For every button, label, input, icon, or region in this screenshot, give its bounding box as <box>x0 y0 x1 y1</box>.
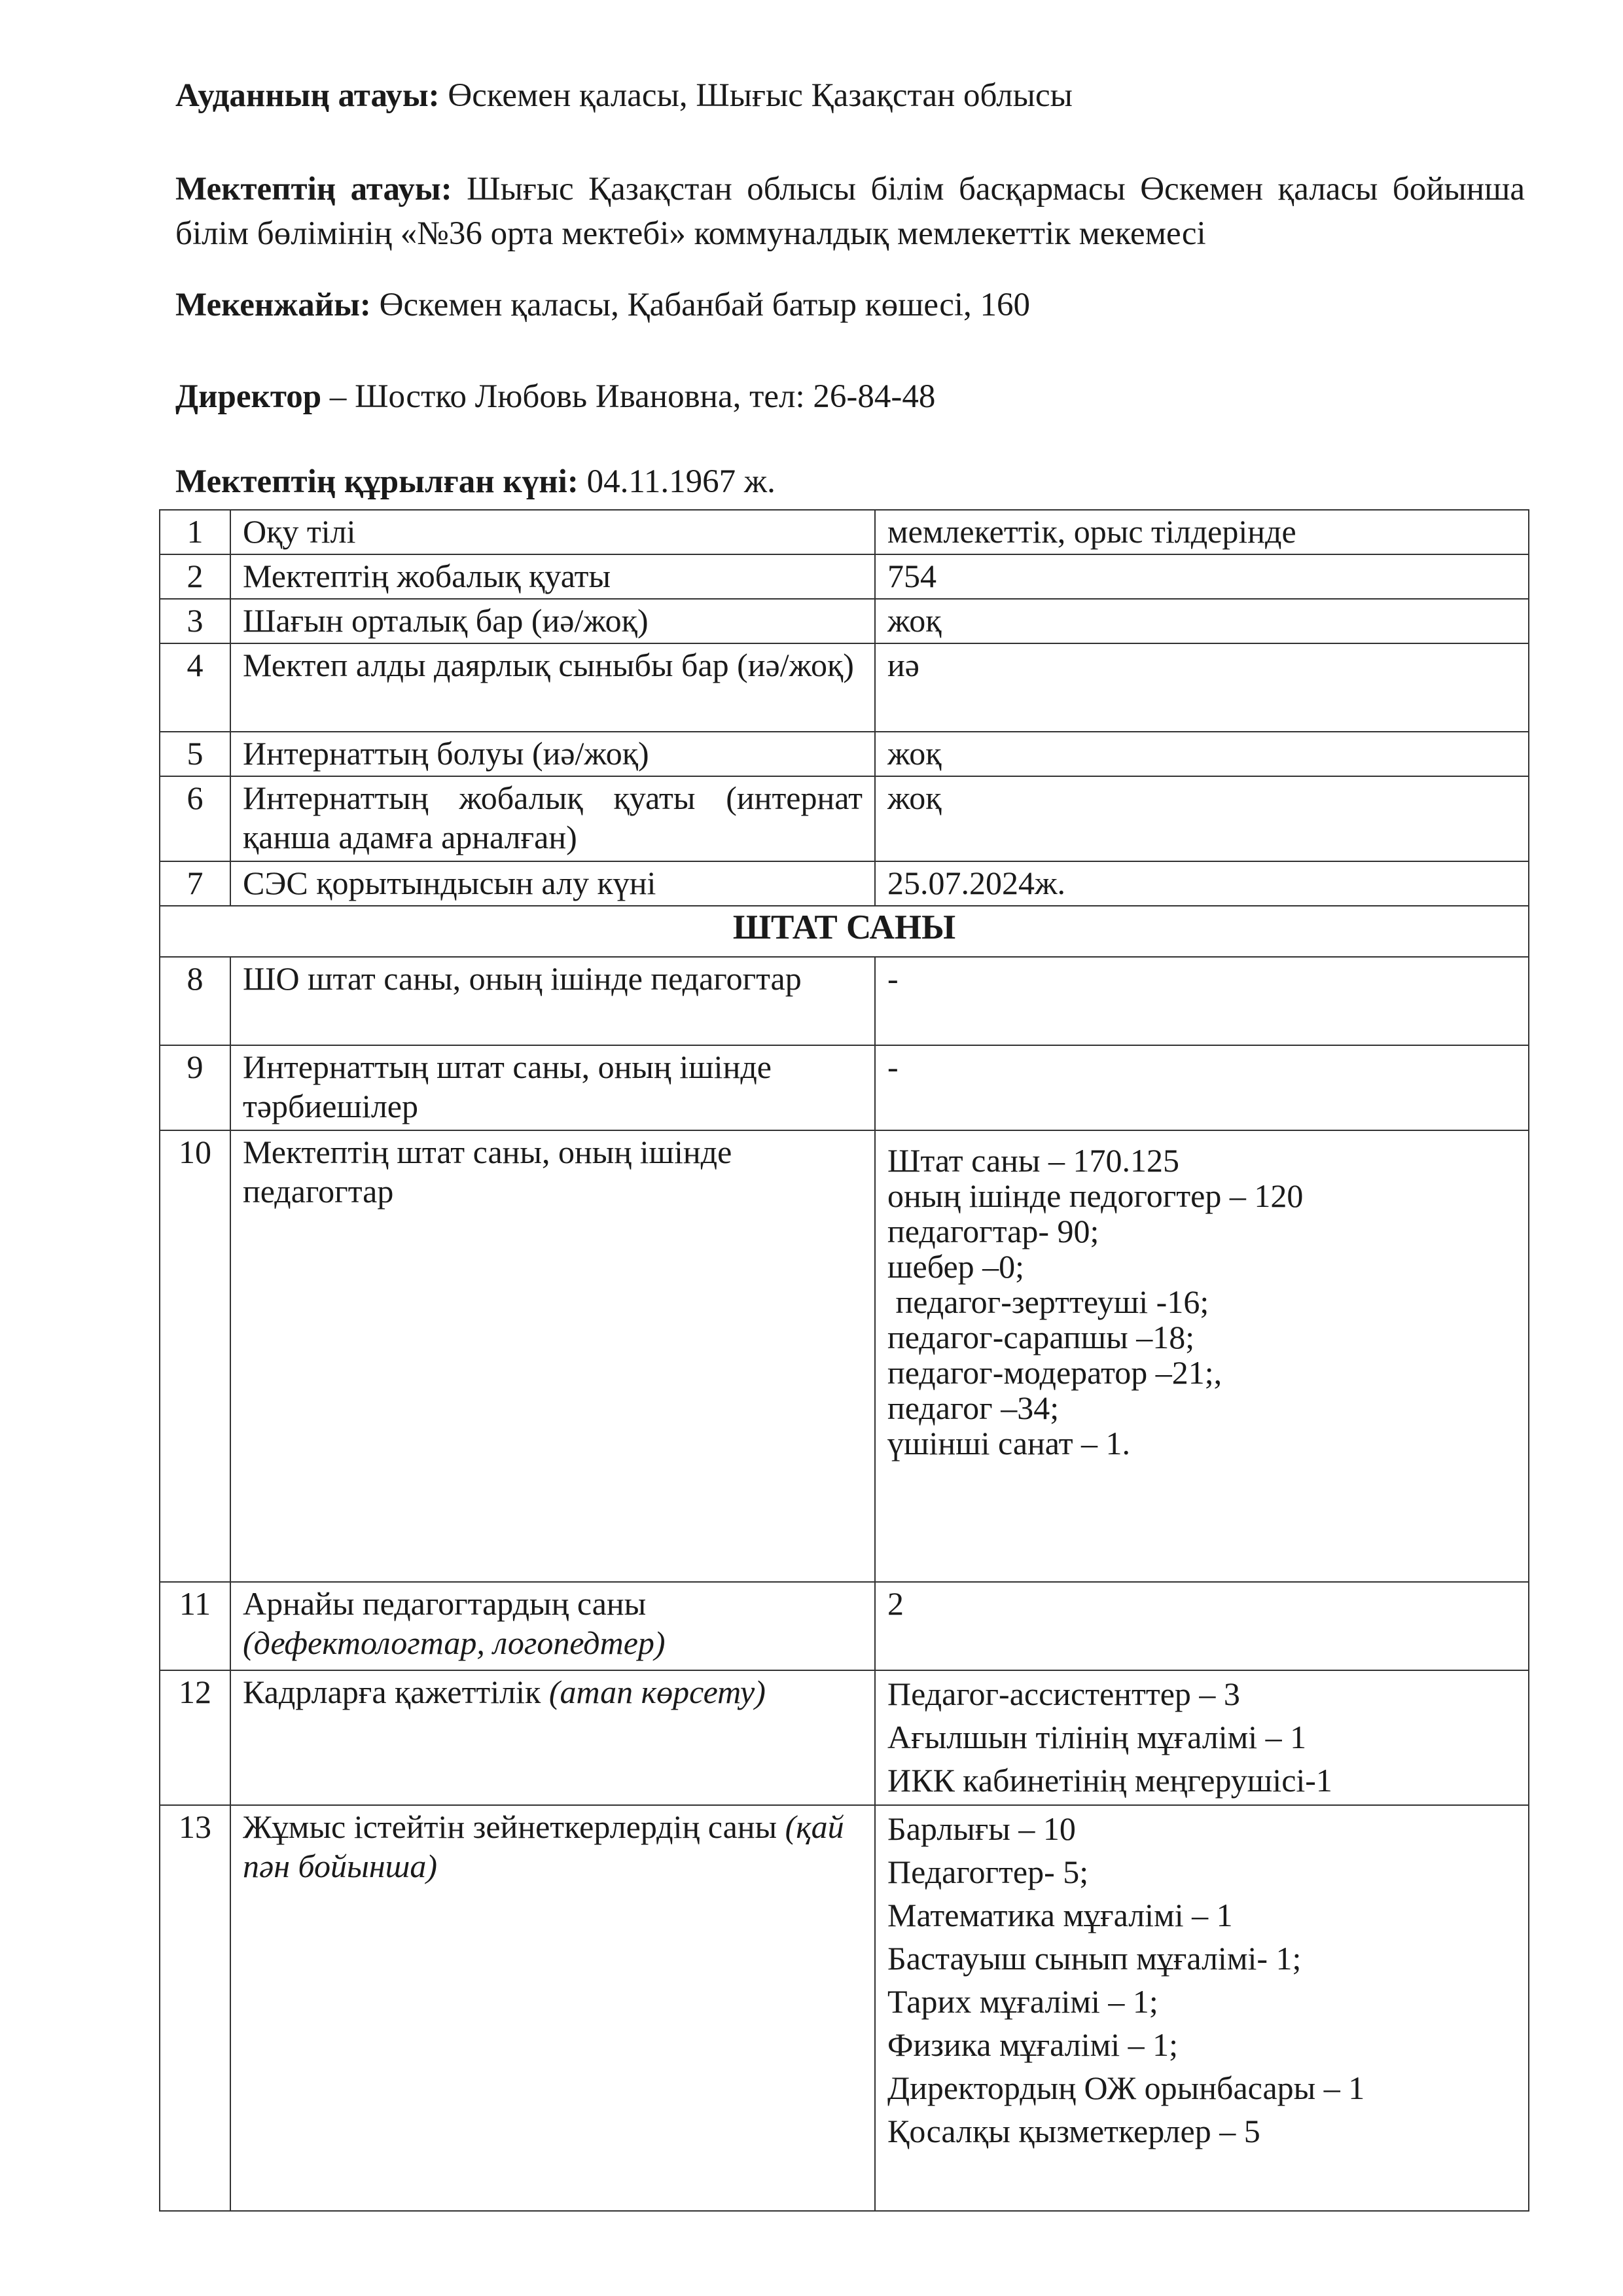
pensioner-line: Педагогтер- 5; <box>887 1854 1089 1890</box>
row-value: жоқ <box>875 599 1529 643</box>
founded-value: 04.11.1967 ж. <box>578 463 776 500</box>
staff-line: педагог-модератор –21;, <box>887 1354 1222 1391</box>
table-row <box>160 599 1529 643</box>
need-line: Ағылшын тілінің мұғалімі – 1 <box>887 1719 1307 1755</box>
table-row <box>160 1130 1529 1582</box>
row-name: Интернаттың штат саны, оның ішінде тәрбиешілер <box>230 1045 875 1130</box>
row-name: Арнайы педагогтардың саны <box>243 1585 647 1622</box>
row-note: (қай пән бойынша) <box>243 1808 844 1884</box>
row-name: Интернаттың болуы (иә/жоқ) <box>230 732 875 776</box>
staff-line: педагогтар- 90; <box>887 1213 1099 1249</box>
address-label: Мекенжайы: <box>175 287 371 323</box>
row-number: 11 <box>160 1582 230 1670</box>
staff-line: шебер –0; <box>887 1248 1025 1285</box>
row-number: 10 <box>160 1130 230 1582</box>
row-name: Интернаттың жобалық қуаты (интернат қанша адамға арналған) <box>230 776 875 861</box>
pensioner-line: Барлығы – 10 <box>887 1810 1076 1847</box>
row-value: иә <box>875 643 1529 732</box>
table-row <box>160 1045 1529 1130</box>
row-number: 4 <box>160 643 230 732</box>
row-value: 2 <box>875 1582 1529 1670</box>
row-number: 8 <box>160 957 230 1045</box>
row-name: СЭС қорытындысын алу күні <box>230 861 875 906</box>
section-header-row <box>160 906 1529 957</box>
director-label: Директор <box>175 378 322 415</box>
row-value: - <box>875 957 1529 1045</box>
row-value-list <box>875 1805 1529 2211</box>
row-value: жоқ <box>875 732 1529 776</box>
table-row <box>160 861 1529 906</box>
row-number: 6 <box>160 776 230 861</box>
need-line: Педагог-ассистенттер – 3 <box>887 1676 1240 1712</box>
row-number: 1 <box>160 510 230 554</box>
row-name: Шағын орталық бар (иә/жоқ) <box>230 599 875 643</box>
row-number: 13 <box>160 1805 230 2211</box>
table-row <box>160 776 1529 861</box>
staff-line: оның ішінде педогогтер – 120 <box>887 1177 1304 1214</box>
row-name: Мектептің штат саны, оның ішінде педагогтар <box>230 1130 875 1582</box>
pensioner-line: Директордың ОЖ орынбасары – 1 <box>887 2070 1365 2106</box>
row-name: ШО штат саны, оның ішінде педагогтар <box>230 957 875 1045</box>
district-value: Өскемен қаласы, Шығыс Қазақстан облысы <box>439 77 1073 114</box>
table-row <box>160 510 1529 554</box>
founded-label: Мектептің құрылған күні: <box>175 463 579 500</box>
row-value-list <box>875 1670 1529 1805</box>
table-row <box>160 1582 1529 1670</box>
staff-line: Штат саны – 170.125 <box>887 1142 1179 1179</box>
table-row <box>160 643 1529 732</box>
row-note: (атап көрсету) <box>548 1674 766 1710</box>
staff-line: педагог –34; <box>887 1390 1060 1426</box>
director-value: – Шостко Любовь Ивановна, тел: 26-84-48 <box>321 378 936 415</box>
row-name-cell <box>230 1805 875 2211</box>
director-line <box>175 374 1525 419</box>
row-value: мемлекеттік, орыс тілдерінде <box>875 510 1529 554</box>
pensioner-line: Тарих мұғалімі – 1; <box>887 1983 1158 2020</box>
school-value: Шығыс Қазақстан облысы білім басқармасы Өскемен қаласы бойынша білім бөлімінің «№36 орта мектебі» коммуналдық мемлекеттік мекемесі <box>175 171 1525 252</box>
district-line <box>175 73 1525 118</box>
table-row <box>160 732 1529 776</box>
section-title: ШТАТ САНЫ <box>160 906 1529 957</box>
staff-line: педагог-зерттеуші -16; <box>887 1283 1209 1320</box>
table-row <box>160 1805 1529 2211</box>
table-row <box>160 554 1529 599</box>
pensioner-line: Қосалқы қызметкерлер – 5 <box>887 2113 1260 2149</box>
row-note: (дефектологтар, логопедтер) <box>243 1624 666 1661</box>
row-number: 9 <box>160 1045 230 1130</box>
pensioner-line: Физика мұғалімі – 1; <box>887 2026 1179 2063</box>
row-name: Жұмыс істейтін зейнеткерлердің саны <box>243 1808 777 1845</box>
row-value: - <box>875 1045 1529 1130</box>
district-label: Ауданның атауы: <box>175 77 440 114</box>
row-number: 12 <box>160 1670 230 1805</box>
row-number: 2 <box>160 554 230 599</box>
need-line: ИКК кабинетінің меңгерушісі-1 <box>887 1762 1332 1799</box>
row-name: Мектептің жобалық қуаты <box>230 554 875 599</box>
row-value: 754 <box>875 554 1529 599</box>
row-value-list <box>875 1130 1529 1582</box>
school-line <box>175 167 1525 256</box>
address-value: Өскемен қаласы, Қабанбай батыр көшесі, 160 <box>370 287 1031 323</box>
row-name-cell <box>230 1670 875 1805</box>
address-line <box>175 283 1525 327</box>
row-value: 25.07.2024ж. <box>875 861 1529 906</box>
row-value: жоқ <box>875 776 1529 861</box>
table-row <box>160 957 1529 1045</box>
row-number: 7 <box>160 861 230 906</box>
staff-line: педагог-сарапшы –18; <box>887 1319 1195 1355</box>
school-info-table <box>159 509 1529 2212</box>
staff-line: үшінші санат – 1. <box>887 1425 1131 1462</box>
pensioner-line: Бастауыш сынып мұғалімі- 1; <box>887 1940 1302 1977</box>
row-name-cell <box>230 1582 875 1670</box>
row-name: Кадрларға қажеттілік <box>243 1674 541 1710</box>
school-label: Мектептің атауы: <box>175 171 452 207</box>
row-number: 3 <box>160 599 230 643</box>
row-number: 5 <box>160 732 230 776</box>
pensioner-line: Математика мұғалімі – 1 <box>887 1897 1233 1933</box>
founded-line <box>175 459 1525 504</box>
row-name: Оқу тілі <box>230 510 875 554</box>
row-name: Мектеп алды даярлық сыныбы бар (иә/жоқ) <box>230 643 875 732</box>
table-row <box>160 1670 1529 1805</box>
